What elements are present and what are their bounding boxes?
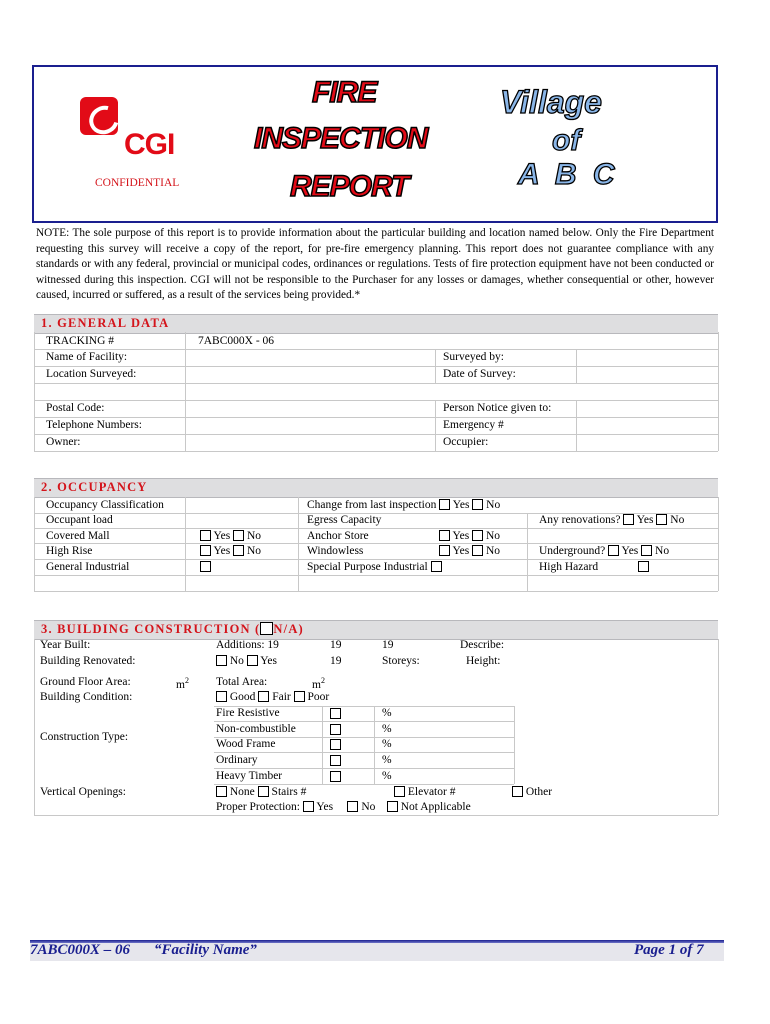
- pct-non-combustible: %: [382, 723, 392, 735]
- additions-year-3: 19: [382, 639, 394, 651]
- title-fire: FIRE: [312, 76, 377, 109]
- vertical-elevator-checkbox[interactable]: [394, 786, 405, 797]
- special-industrial-checkbox[interactable]: [431, 561, 442, 572]
- fire-resistive-checkbox[interactable]: [330, 708, 341, 719]
- vertical-openings-label: Vertical Openings:: [40, 786, 126, 798]
- tracking-label: TRACKING #: [46, 335, 115, 347]
- renovated-options: No Yes: [216, 655, 277, 667]
- mall-options: Yes No: [200, 530, 261, 542]
- elevator-option: Elevator #: [394, 786, 455, 798]
- condition-fair-checkbox[interactable]: [258, 691, 269, 702]
- condition-label: Building Condition:: [40, 691, 133, 703]
- pct-heavy-timber: %: [382, 770, 392, 782]
- ground-floor-unit: $m^2$: [176, 676, 189, 691]
- general-industrial-label: General Industrial: [46, 561, 130, 573]
- ordinary-checkbox[interactable]: [330, 755, 341, 766]
- occupancy-classification-label: Occupancy Classification: [46, 499, 164, 511]
- tracking-value[interactable]: 7ABC000X - 06: [198, 335, 275, 347]
- high-rise-label: High Rise: [46, 545, 93, 557]
- heavy-timber-checkbox[interactable]: [330, 771, 341, 782]
- underground-no-checkbox[interactable]: [641, 545, 652, 556]
- footer-page-number: Page 1 of 7: [634, 942, 704, 958]
- high-hazard-cell: [638, 561, 649, 573]
- protection-na-checkbox[interactable]: [387, 801, 398, 812]
- type-ordinary: Ordinary: [216, 754, 258, 766]
- total-area-unit: $m^2$: [312, 676, 325, 691]
- change-label: Change from last inspection Yes No: [307, 499, 501, 511]
- additions-label: Additions: 19: [216, 639, 279, 651]
- condition-options: Good Fair Poor: [216, 691, 329, 703]
- construction-title: 3. BUILDING CONSTRUCTION ( N/A): [41, 622, 304, 636]
- storeys-label: Storeys:: [382, 655, 420, 667]
- surveyed-by-label: Surveyed by:: [443, 351, 505, 363]
- other-option: Other: [512, 786, 552, 798]
- vertical-options: None Stairs #: [216, 786, 306, 798]
- occupier-label: Occupier:: [443, 436, 489, 448]
- windowless-options: Yes No: [439, 545, 500, 557]
- change-no-checkbox[interactable]: [472, 499, 483, 510]
- underground-label: Underground? Yes No: [539, 545, 670, 557]
- vertical-none-checkbox[interactable]: [216, 786, 227, 797]
- occupant-load-label: Occupant load: [46, 514, 113, 526]
- describe-label: Describe:: [460, 639, 505, 651]
- change-yes-checkbox[interactable]: [439, 499, 450, 510]
- covered-mall-label: Covered Mall: [46, 530, 110, 542]
- type-checkbox-cell: [330, 708, 341, 720]
- footer-code: 7ABC000X – 06: [30, 942, 131, 958]
- renovations-yes-checkbox[interactable]: [623, 514, 634, 525]
- construction-type-label: Construction Type:: [40, 731, 129, 743]
- type-wood-frame: Wood Frame: [216, 738, 276, 750]
- village-abc: A B C: [518, 158, 619, 191]
- underground-yes-checkbox[interactable]: [608, 545, 619, 556]
- height-label: Height:: [466, 655, 501, 667]
- occupancy-title: 2. OCCUPANCY: [41, 480, 148, 494]
- vertical-stairs-checkbox[interactable]: [258, 786, 269, 797]
- type-fire-resistive: Fire Resistive: [216, 707, 280, 719]
- protection-no-checkbox[interactable]: [347, 801, 358, 812]
- general-data-title: 1. GENERAL DATA: [41, 316, 170, 330]
- protection-yes-checkbox[interactable]: [303, 801, 314, 812]
- egress-label: Egress Capacity: [307, 514, 382, 526]
- survey-date-label: Date of Survey:: [443, 368, 516, 380]
- anchor-yes-checkbox[interactable]: [439, 530, 450, 541]
- village-title: Village: [500, 84, 602, 120]
- pct-wood-frame: %: [382, 738, 392, 750]
- type-checkbox-cell: [330, 771, 341, 783]
- renovations-no-checkbox[interactable]: [656, 514, 667, 525]
- village-of: of: [552, 124, 581, 157]
- construction-na-checkbox[interactable]: [260, 622, 273, 635]
- mall-yes-checkbox[interactable]: [200, 530, 211, 541]
- high-hazard-label: High Hazard: [539, 561, 599, 573]
- special-industrial-label: Special Purpose Industrial: [307, 561, 442, 573]
- windowless-no-checkbox[interactable]: [472, 545, 483, 556]
- title-inspection: INSPECTION: [254, 122, 428, 155]
- highrise-no-checkbox[interactable]: [233, 545, 244, 556]
- location-label: Location Surveyed:: [46, 368, 137, 380]
- renovated-label: Building Renovated:: [40, 655, 136, 667]
- person-notice-label: Person Notice given to:: [443, 402, 552, 414]
- general-industrial-cell: [200, 561, 211, 573]
- owner-label: Owner:: [46, 436, 81, 448]
- disclaimer-note: NOTE: The sole purpose of this report is to provide information about the particular building and location named below. Only the Fire Department requesting this survey will receive a copy of the report, for pre-fire emergency planning. This report does not guarantee compliance with any standards or with any federal, provincial or municipal codes, ordinances or regulations. Tests of fire protection equipment have not been conducted or witnessed during this inspection. CGI will not be responsible to the Purchaser for any losses or damages, whether consequential or other, however caused, incurred or suffered, as a result of the services being provided.*: [36, 227, 714, 302]
- high-hazard-checkbox[interactable]: [638, 561, 649, 572]
- anchor-label: Anchor Store: [307, 530, 369, 542]
- anchor-no-checkbox[interactable]: [472, 530, 483, 541]
- type-checkbox-cell: [330, 739, 341, 751]
- wood-frame-checkbox[interactable]: [330, 739, 341, 750]
- cgi-logo-text: CGI: [124, 128, 175, 161]
- pct-fire-resistive: %: [382, 707, 392, 719]
- confidential-label: CONFIDENTIAL: [95, 177, 180, 189]
- year-built-label: Year Built:: [40, 639, 91, 651]
- footer-facility-name: “Facility Name”: [154, 942, 257, 958]
- pct-ordinary: %: [382, 754, 392, 766]
- title-report: REPORT: [290, 170, 409, 203]
- non-combustible-checkbox[interactable]: [330, 724, 341, 735]
- mall-no-checkbox[interactable]: [233, 530, 244, 541]
- additions-year-2: 19: [330, 639, 342, 651]
- highrise-yes-checkbox[interactable]: [200, 545, 211, 556]
- renovated-no-checkbox[interactable]: [216, 655, 227, 666]
- type-heavy-timber: Heavy Timber: [216, 770, 283, 782]
- type-non-combustible: Non-combustible: [216, 723, 296, 735]
- windowless-label: Windowless: [307, 545, 364, 557]
- cgi-logo-icon: [80, 97, 118, 135]
- postal-code-label: Postal Code:: [46, 402, 105, 414]
- general-industrial-checkbox[interactable]: [200, 561, 211, 572]
- anchor-options: Yes No: [439, 530, 500, 542]
- total-area-label: Total Area:: [216, 676, 268, 688]
- highrise-options: Yes No: [200, 545, 261, 557]
- vertical-other-checkbox[interactable]: [512, 786, 523, 797]
- footer-band: [30, 943, 724, 961]
- condition-good-checkbox[interactable]: [216, 691, 227, 702]
- ground-floor-label: Ground Floor Area:: [40, 676, 131, 688]
- renovated-year: 19: [330, 655, 342, 667]
- renovated-yes-checkbox[interactable]: [247, 655, 258, 666]
- type-checkbox-cell: [330, 724, 341, 736]
- renovations-label: Any renovations? Yes No: [539, 514, 685, 526]
- type-checkbox-cell: [330, 755, 341, 767]
- telephone-label: Telephone Numbers:: [46, 419, 142, 431]
- emergency-label: Emergency #: [443, 419, 504, 431]
- proper-protection: Proper Protection: Yes No Not Applicable: [216, 801, 471, 813]
- condition-poor-checkbox[interactable]: [294, 691, 305, 702]
- facility-label: Name of Facility:: [46, 351, 128, 363]
- windowless-yes-checkbox[interactable]: [439, 545, 450, 556]
